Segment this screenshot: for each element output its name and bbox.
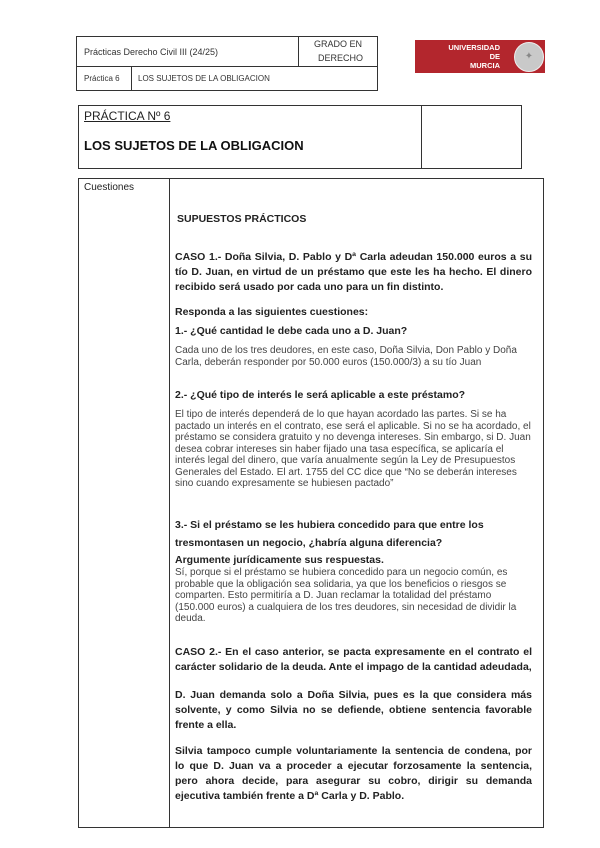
page-title: LOS SUJETOS DE LA OBLIGACION [84,138,304,153]
question-3-note: Argumente jurídicamente sus respuestas. [175,554,384,566]
header-divider-v1 [298,36,299,67]
case-2-paragraph-3: Silvia tampoco cumple voluntariamente la sentencia de condena, por lo que D. Juan va a proceder a ejecutar forzosamente la sentencia, pero ahora decide, para asegurar su cobro, dirigir su demanda ejecutiva también frente a Dª Carla y D. Pablo. [175,745,532,802]
header-practice-title: LOS SUJETOS DE LA OBLIGACION [138,74,270,83]
cuestiones-label: Cuestiones [84,182,135,193]
header-degree-1: GRADO EN [314,39,363,49]
case-2-paragraph-1: CASO 2.- En el caso anterior, se pacta expresamente en el contrato el carácter solidario de la deuda. Ante el impago de la cantidad adeudada, [175,646,532,673]
question-1: 1.- ¿Qué cantidad le debe cada uno a D. Juan? [175,325,408,337]
answer-3: Sí, porque si el préstamo se hubiera concedido para un negocio común, es probable que la obligación sea solidaria, ya que los beneficios o riesgos se comparten. Esto permitiría a D. Juan reclamar la totalidad del préstamo (150.000 euros) a cualquiera de los tres deudores, sin necesidad de dividir la deuda. [175,567,517,624]
practice-label: PRÁCTICA Nº 6 [84,109,171,123]
section-title: SUPUESTOS PRÁCTICOS [177,213,307,225]
header-practice-no: Práctica 6 [84,74,120,83]
title-box-divider [421,105,422,169]
logo-line-2: MURCIA [470,61,500,70]
question-2: 2.- ¿Qué tipo de interés le será aplicable a este préstamo? [175,389,466,401]
header-divider-h [76,66,378,67]
question-3: 3.- Si el préstamo se les hubiera concedido para que entre los tresmontasen un negocio, ¿habría alguna diferencia? [175,519,484,549]
university-logo [415,40,545,73]
case-2-paragraph-2: D. Juan demanda solo a Doña Silvia, pues es la que considera más solvente, y como Silvia no se defiende, obtiene sentencia favorable frente a ella. [175,689,532,731]
logo-line-1: UNIVERSIDAD DE [448,43,500,61]
answer-2: El tipo de interés dependerá de lo que hayan acordado las partes. Si se ha pactado un interés en el contrato, ese será el aplicable. Si no se ha acordado, el préstamo se considera gratuito y no devenga intereses. Sin embargo, si D. Juan desea cobrar intereses sin haber fijado una tasa específica, se aplicaría el interés legal del dinero, que varía anualmente según la Ley de Presupuestos Generales del Estado. El art. 1755 del CC dice que “No se deberán intereses sino cuando expresamente se hubiesen pactado” [175,409,531,489]
case-1: CASO 1.- Doña Silvia, D. Pablo y Dª Carla adeudan 150.000 euros a su tío D. Juan, en virtud de un préstamo que este les ha hecho. El dinero recibido será usado por cada uno para un fin distinto. [175,251,532,293]
content-divider [169,178,170,828]
university-seal-icon: ✦ [514,42,544,72]
header-divider-v2 [131,66,132,91]
header-degree-2: DERECHO [318,53,364,63]
header-course: Prácticas Derecho Civil III (24/25) [84,47,219,57]
answer-prompt: Responda a las siguientes cuestiones: [175,306,369,318]
answer-1: Cada uno de los tres deudores, en este caso, Doña Silvia, Don Pablo y Doña Carla, deberán responder por 50.000 euros (150.000/3) a su tío Juan [175,345,517,368]
